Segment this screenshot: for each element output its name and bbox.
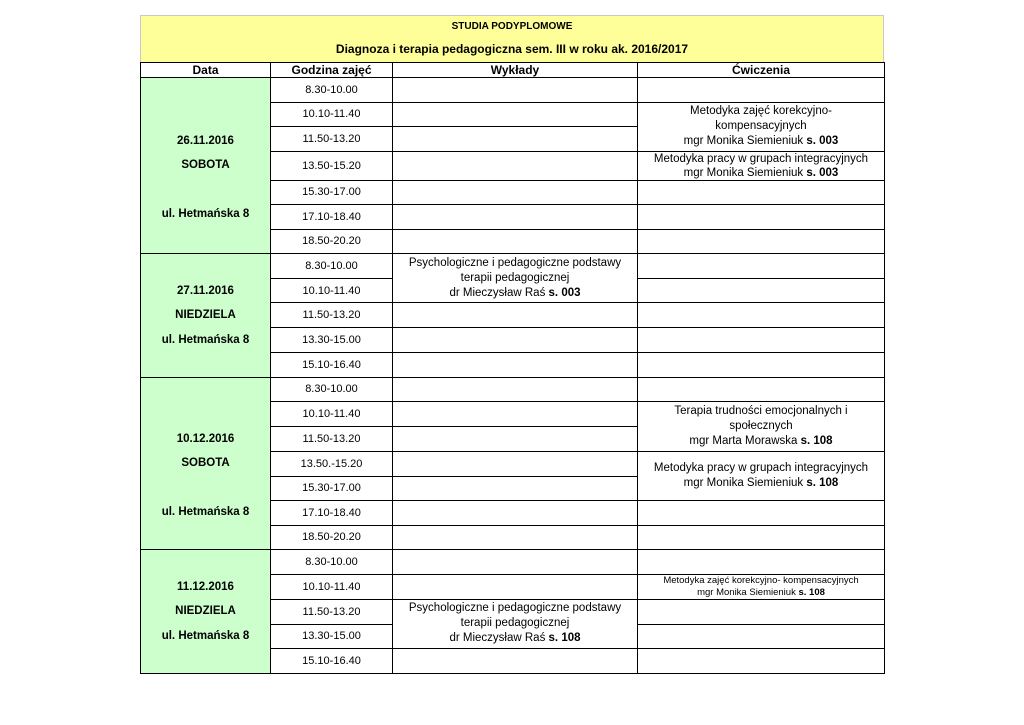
schedule-table: [140, 62, 885, 674]
exercise-entry: Metodyka pracy w grupach integracyjnych mgr Monika Siemieniuk s. 003: [638, 151, 885, 180]
lecture-cell: [393, 151, 638, 180]
lecture-cell: [393, 102, 638, 127]
lecture-cell: [393, 525, 638, 550]
day-weekday: SOBOTA: [181, 457, 230, 469]
lecture-entry: Psychologiczne i pedagogiczne podstawy terapii pedagogicznej dr Mieczysław Raś s. 003: [393, 254, 638, 303]
time-slot: 15.30-17.00: [271, 476, 393, 501]
time-slot: 8.30-10.00: [271, 550, 393, 575]
lecture-cell: [393, 574, 638, 599]
lecture-cell: [393, 402, 638, 427]
column-header-time: Godzina zajęć: [271, 63, 393, 78]
day-cell-10-12: [141, 377, 271, 550]
time-slot: 11.50-13.20: [271, 427, 393, 452]
header-subtitle: STUDIA PODYPLOMOWE: [451, 21, 573, 32]
header-banner: [140, 15, 884, 62]
lecture-cell: [393, 550, 638, 575]
lecture-cell: [393, 127, 638, 152]
lecture-cell: [393, 180, 638, 205]
day-place: ul. Hetmańska 8: [161, 506, 250, 518]
lecture-cell: [393, 303, 638, 328]
time-slot: 13.30-15.00: [271, 328, 393, 353]
time-slot: 15.10-16.40: [271, 649, 393, 674]
exercise-cell: [638, 205, 885, 230]
time-slot: 15.10-16.40: [271, 352, 393, 377]
lecture-cell: [393, 352, 638, 377]
day-date: 27.11.2016: [177, 284, 234, 297]
exercise-cell: [638, 352, 885, 377]
time-slot: 13.50.-15.20: [271, 451, 393, 476]
time-slot: 18.50-20.20: [271, 525, 393, 550]
day-place: ul. Hetmańska 8: [161, 629, 250, 642]
header-title: Diagnoza i terapia pedagogiczna sem. III w roku ak. 2016/2017: [335, 42, 689, 56]
day-cell-11-12: [141, 550, 271, 674]
lecture-cell: [393, 229, 638, 254]
schedule-sheet: [140, 15, 884, 674]
exercise-cell: [638, 377, 885, 402]
exercise-cell: [638, 229, 885, 254]
exercise-cell: [638, 624, 885, 649]
time-slot: 17.10-18.40: [271, 205, 393, 230]
day-weekday: NIEDZIELA: [175, 309, 236, 321]
exercise-cell: [638, 278, 885, 303]
table-row: [141, 78, 885, 103]
time-slot: 10.10-11.40: [271, 574, 393, 599]
lecture-cell: [393, 451, 638, 476]
day-date: 26.11.2016: [177, 134, 234, 147]
time-slot: 13.30-15.00: [271, 624, 393, 649]
table-row: [141, 254, 885, 279]
lecture-cell: [393, 78, 638, 103]
exercise-cell: [638, 303, 885, 328]
time-slot: 15.30-17.00: [271, 180, 393, 205]
lecture-cell: [393, 427, 638, 452]
day-weekday: SOBOTA: [181, 159, 230, 172]
exercise-entry: Terapia trudności emocjonalnych i społecznych mgr Marta Morawska s. 108: [638, 402, 885, 452]
exercise-cell: [638, 501, 885, 526]
exercise-entry: Metodyka zajęć korekcyjno- kompensacyjnych mgr Monika Siemieniuk s. 108: [638, 574, 885, 599]
time-slot: 10.10-11.40: [271, 402, 393, 427]
day-place: ul. Hetmańska 8: [161, 333, 250, 346]
day-cell-27-11: [141, 254, 271, 378]
exercise-cell: [638, 78, 885, 103]
time-slot: 18.50-20.20: [271, 229, 393, 254]
time-slot: 8.30-10.00: [271, 78, 393, 103]
time-slot: 10.10-11.40: [271, 102, 393, 127]
lecture-cell: [393, 328, 638, 353]
time-slot: 8.30-10.00: [271, 377, 393, 402]
lecture-cell: [393, 501, 638, 526]
exercise-entry: Metodyka zajęć korekcyjno- kompensacyjnych mgr Monika Siemieniuk s. 003: [638, 102, 885, 151]
day-weekday: NIEDZIELA: [175, 605, 236, 617]
day-cell-26-11: [141, 78, 271, 254]
exercise-cell: [638, 180, 885, 205]
exercise-cell: [638, 328, 885, 353]
time-slot: 11.50-13.20: [271, 599, 393, 624]
exercise-cell: [638, 599, 885, 624]
column-header-row: [141, 63, 885, 78]
time-slot: 13.50-15.20: [271, 151, 393, 180]
table-row: [141, 550, 885, 575]
column-header-date: Data: [141, 63, 271, 78]
column-header-lectures: Wykłady: [393, 63, 638, 78]
table-row: [141, 377, 885, 402]
exercise-cell: [638, 254, 885, 279]
day-place: ul. Hetmańska 8: [161, 208, 250, 221]
time-slot: 11.50-13.20: [271, 303, 393, 328]
exercise-entry: Metodyka pracy w grupach integracyjnych mgr Monika Siemieniuk s. 108: [638, 451, 885, 501]
lecture-cell: [393, 476, 638, 501]
exercise-cell: [638, 550, 885, 575]
lecture-entry: Psychologiczne i pedagogiczne podstawy terapii pedagogicznej dr Mieczysław Raś s. 108: [393, 599, 638, 649]
time-slot: 8.30-10.00: [271, 254, 393, 279]
time-slot: 11.50-13.20: [271, 127, 393, 152]
day-date: 11.12.2016: [177, 580, 234, 593]
lecture-cell: [393, 649, 638, 674]
exercise-cell: [638, 649, 885, 674]
time-slot: 17.10-18.40: [271, 501, 393, 526]
lecture-cell: [393, 377, 638, 402]
exercise-cell: [638, 525, 885, 550]
lecture-cell: [393, 205, 638, 230]
day-date: 10.12.2016: [176, 432, 235, 445]
time-slot: 10.10-11.40: [271, 278, 393, 303]
column-header-exercises: Ćwiczenia: [638, 63, 885, 78]
